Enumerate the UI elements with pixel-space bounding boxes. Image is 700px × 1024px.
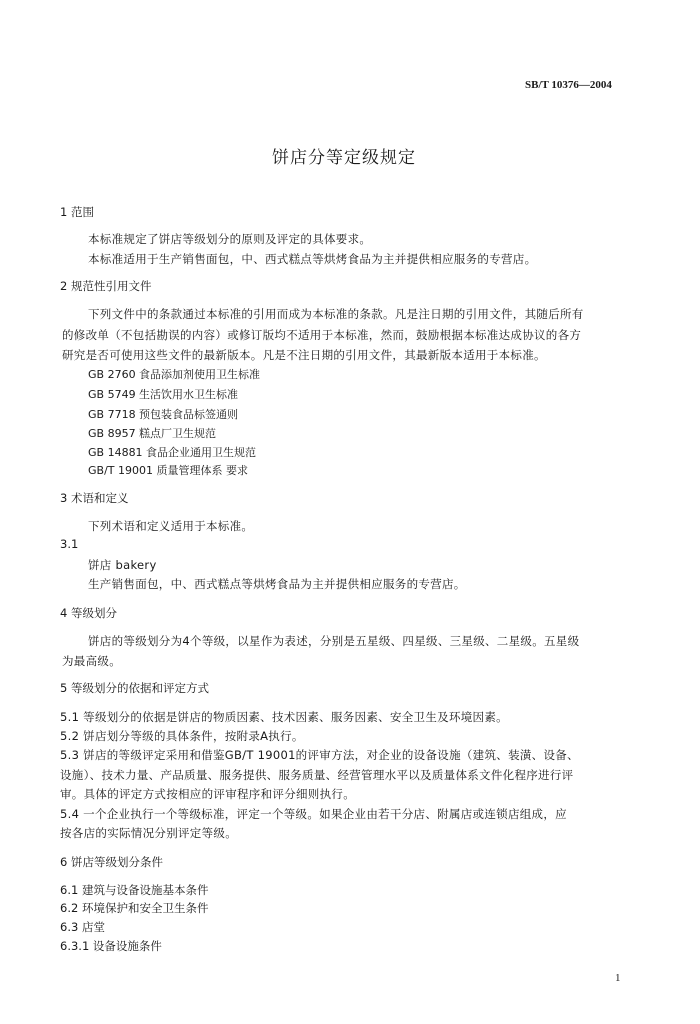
section-1-heading: 1 范围 [60, 205, 94, 219]
section-3-intro: 下列术语和定义适用于本标准。 [88, 519, 254, 533]
reference-item: GB/T 19001 质量管理体系 要求 [88, 464, 248, 477]
reference-item: GB 5749 生活饮用水卫生标准 [88, 388, 239, 401]
section-2-heading: 2 规范性引用文件 [60, 279, 152, 293]
page-number: 1 [615, 972, 621, 984]
section-1-paragraph-1: 本标准规定了饼店等级划分的原则及评定的具体要求。 [88, 232, 372, 246]
section-2-line-2: 的修改单（不包括勘误的内容）或修订版均不适用于本标准，然而，鼓励根据本标准达成协议的各方 [62, 328, 582, 342]
section-4-line-1: 饼店的等级划分为4个等级，以星作为表述，分别是五星级、四星级、三星级、二星级。五星级 [88, 634, 580, 648]
term-definition: 生产销售面包，中、西式糕点等烘烤食品为主并提供相应服务的专营店。 [88, 577, 466, 591]
clause-5-4-line-2: 按各店的实际情况分别评定等级。 [60, 826, 237, 840]
clause-5-3-line-2: 设施）、技术力量、产品质量、服务提供、服务质量、经营管理水平以及质量体系文件化程序进行评 [60, 768, 574, 782]
reference-item: GB 7718 预包装食品标签通则 [88, 408, 239, 421]
clause-6-2: 6.2 环境保护和安全卫生条件 [60, 901, 209, 915]
clause-5-4-line-1: 5.4 一个企业执行一个等级标准，评定一个等级。如果企业由若干分店、附属店或连锁店组成，应 [60, 807, 567, 821]
clause-5-2: 5.2 饼店划分等级的具体条件，按附录A执行。 [60, 729, 304, 743]
clause-5-1: 5.1 等级划分的依据是饼店的物质因素、技术因素、服务因素、安全卫生及环境因素。 [60, 710, 508, 724]
section-5-heading: 5 等级划分的依据和评定方式 [60, 681, 209, 695]
section-2-line-3: 研究是否可使用这些文件的最新版本。凡是不注日期的引用文件，其最新版本适用于本标准。 [62, 348, 546, 362]
clause-6-3: 6.3 店堂 [60, 920, 105, 934]
clause-6-3-1: 6.3.1 设备设施条件 [60, 939, 162, 953]
clause-6-1: 6.1 建筑与设备设施基本条件 [60, 883, 209, 897]
section-3-1-number: 3.1 [60, 537, 79, 551]
reference-item: GB 2760 食品添加剂使用卫生标准 [88, 368, 261, 381]
section-6-heading: 6 饼店等级划分条件 [60, 855, 163, 869]
section-2-line-1: 下列文件中的条款通过本标准的引用而成为本标准的条款。凡是注日期的引用文件，其随后所有 [88, 307, 584, 321]
clause-5-3-line-1: 5.3 饼店的等级评定采用和借鉴GB/T 19001的评审方法，对企业的设备设施（建筑、装潢、设备、 [60, 748, 579, 762]
section-4-line-2: 为最高级。 [62, 654, 121, 668]
section-4-heading: 4 等级划分 [60, 606, 117, 620]
clause-5-3-line-3: 审。具体的评定方式按相应的评审程序和评分细则执行。 [60, 787, 355, 801]
section-1-paragraph-2: 本标准适用于生产销售面包，中、西式糕点等烘烤食品为主并提供相应服务的专营店。 [88, 252, 537, 266]
reference-item: GB 14881 食品企业通用卫生规范 [88, 446, 257, 459]
section-3-heading: 3 术语和定义 [60, 491, 129, 505]
term-bakery: 饼店 bakery [88, 558, 157, 572]
reference-item: GB 8957 糕点厂卫生规范 [88, 427, 217, 440]
page-title: 饼店分等定级规定 [272, 148, 416, 168]
standard-number: SB/T 10376—2004 [525, 79, 612, 91]
